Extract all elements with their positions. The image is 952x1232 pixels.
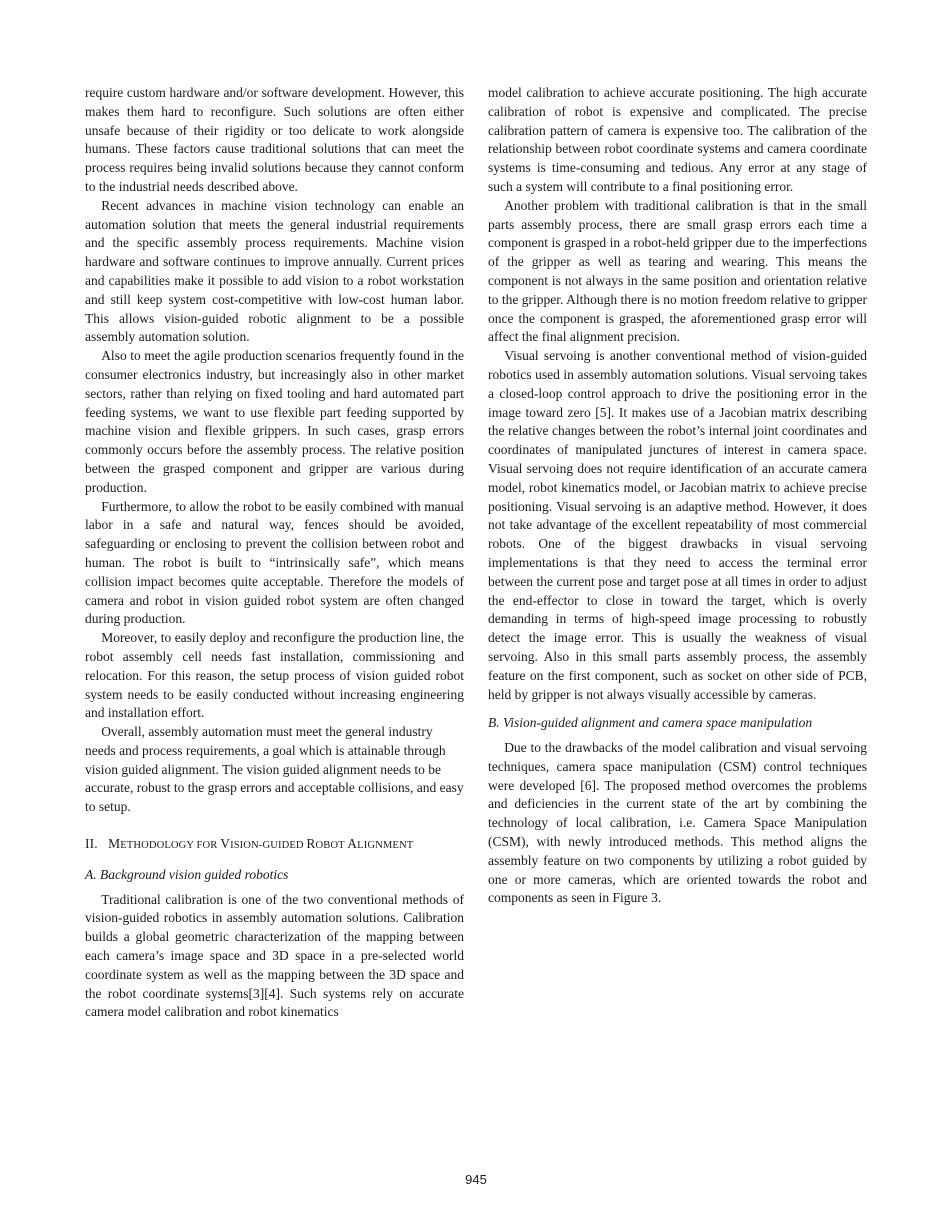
subsection-heading: A. Background vision guided robotics — [85, 866, 289, 882]
section-heading: II. METHODOLOGY FOR VISION-GUIDED ROBOT ALIGNMENT — [85, 836, 414, 852]
paragraph: Another problem with traditional calibration is that in the small parts assembly process, there are small grasp errors each time a component is grasped in a robot-held gripper due to the imperfections of the gripper as well as tearing and wearing. This means the component is not always in the same position and orientation relative to the gripper. Although there is no motion freedom relative to gripper once the component is grasped, the aforementioned grasp error will affect the final alignment precision. — [488, 197, 867, 345]
paragraph: Overall, assembly automation must meet the general industry needs and process requirements, a goal which is attainable through vision guided alignment. The vision guided alignment needs to be accurate, robust to the grasp errors and acceptable collisions, and easy to setup. — [85, 724, 464, 815]
subsection-heading: B. Vision-guided alignment and camera space manipulation — [488, 715, 813, 731]
page-number: 945 — [465, 1172, 487, 1187]
paragraph: Visual servoing is another conventional method of vision-guided robotics used in assembly automation solutions. Visual servoing takes a closed-loop control approach to drive the positioning error in the image toward zero [5]. It makes use of a Jacobian matrix describing the relative changes between the robot’s internal joint coordinates and coordinates of manipulated junctures of interest in camera space. Visual servoing does not require identification of an accurate camera model, robot kinematics model, or Jacobian matrix to achieve precise positioning. Visual servoing is an adaptive method. However, it does not take advantage of the excellent repeatability of most commercial robots. One of the biggest drawbacks in visual servoing implementations is that they need to access the terminal error between the current pose and target pose at all times in order to adjust the end-effector to close in toward the target, which is overly demanding in terms of high-speed image processing to robustly detect the image error. This is usually the weakness of visual servoing. Also in this small parts assembly process, the assembly feature on the first component, such as socket on other side of PCB, held by gripper is not always visually accessible by cameras. — [488, 348, 867, 702]
right-column — [488, 84, 867, 908]
paragraph: model calibration to achieve accurate positioning. The high accurate calibration of robot is expensive and complicated. The precise calibration pattern of camera is expensive too. The calibration of the relationship between robot coordinate systems and camera coordinate systems is time-consuming and tedious. Any error at any stage of such a system will contribute to a final positioning error. — [488, 85, 867, 194]
paragraph: Also to meet the agile production scenarios frequently found in the consumer electronics industry, but increasingly also in other market sectors, rather than relying on fixed tooling and hard automated part feeding systems, we want to use flexible part feeding supported by machine vision and flexible grippers. In such cases, grasp errors commonly occurs before the assembly process. The relative position between the grasped component and gripper are various during production. — [85, 348, 464, 495]
paragraph: Furthermore, to allow the robot to be easily combined with manual labor in a safe and natural way, fences should be avoided, safeguarding or enclosing to prevent the collision between robot and human. The robot is built to “intrinsically safe”, which means collision impact becomes quite acceptable. Therefore the models of camera and robot in vision guided robot system are often changed during production. — [85, 498, 464, 627]
paragraph: require custom hardware and/or software development. However, this makes them hard to reconfigure. Such solutions are often either unsafe because of their rigidity or too delicate to work alongside humans. These factors cause traditional solutions that can meet the process requires being invalid solutions because they cannot conform to the industrial needs described above. — [85, 85, 464, 194]
paragraph: Recent advances in machine vision technology can enable an automation solution that meets the general industrial requirements and the specific assembly process requirements. Machine vision hardware and software continues to improve annually. Current prices and capabilities make it possible to add vision to a robot workstation and still keep system cost-competitive with low-cost human labor. This allows vision-guided robotic alignment to be a possible assembly automation solution. — [85, 197, 464, 345]
paragraph: Traditional calibration is one of the two conventional methods of vision-guided robotics in assembly automation solutions. Calibration builds a global geometric characterization of the mapping between each camera’s image space and 3D space in a pre-selected world coordinate system as well as the mapping between the 3D space and the robot coordinate systems[3][4]. Such systems rely on accurate camera model calibration and robot kinematics — [85, 891, 464, 1020]
left-column — [85, 84, 464, 1022]
paragraph: Due to the drawbacks of the model calibration and visual servoing techniques, camera space manipulation (CSM) control techniques were developed [6]. The proposed method overcomes the problems and deficiencies in the current state of the art by combining the technology of local calibration, i.e. Camera Space Manipulation (CSM), with newly introduced methods. This method aligns the assembly feature on two components by utilizing a robot guided by one or more cameras, which are oriented towards the robot and components as seen in Figure 3. — [488, 740, 867, 906]
paragraph: Moreover, to easily deploy and reconfigure the production line, the robot assembly cell needs fast installation, commissioning and relocation. For this reason, the setup process of vision guided robot system needs to be easily conducted without increasing engineering and installation effort. — [85, 630, 464, 721]
